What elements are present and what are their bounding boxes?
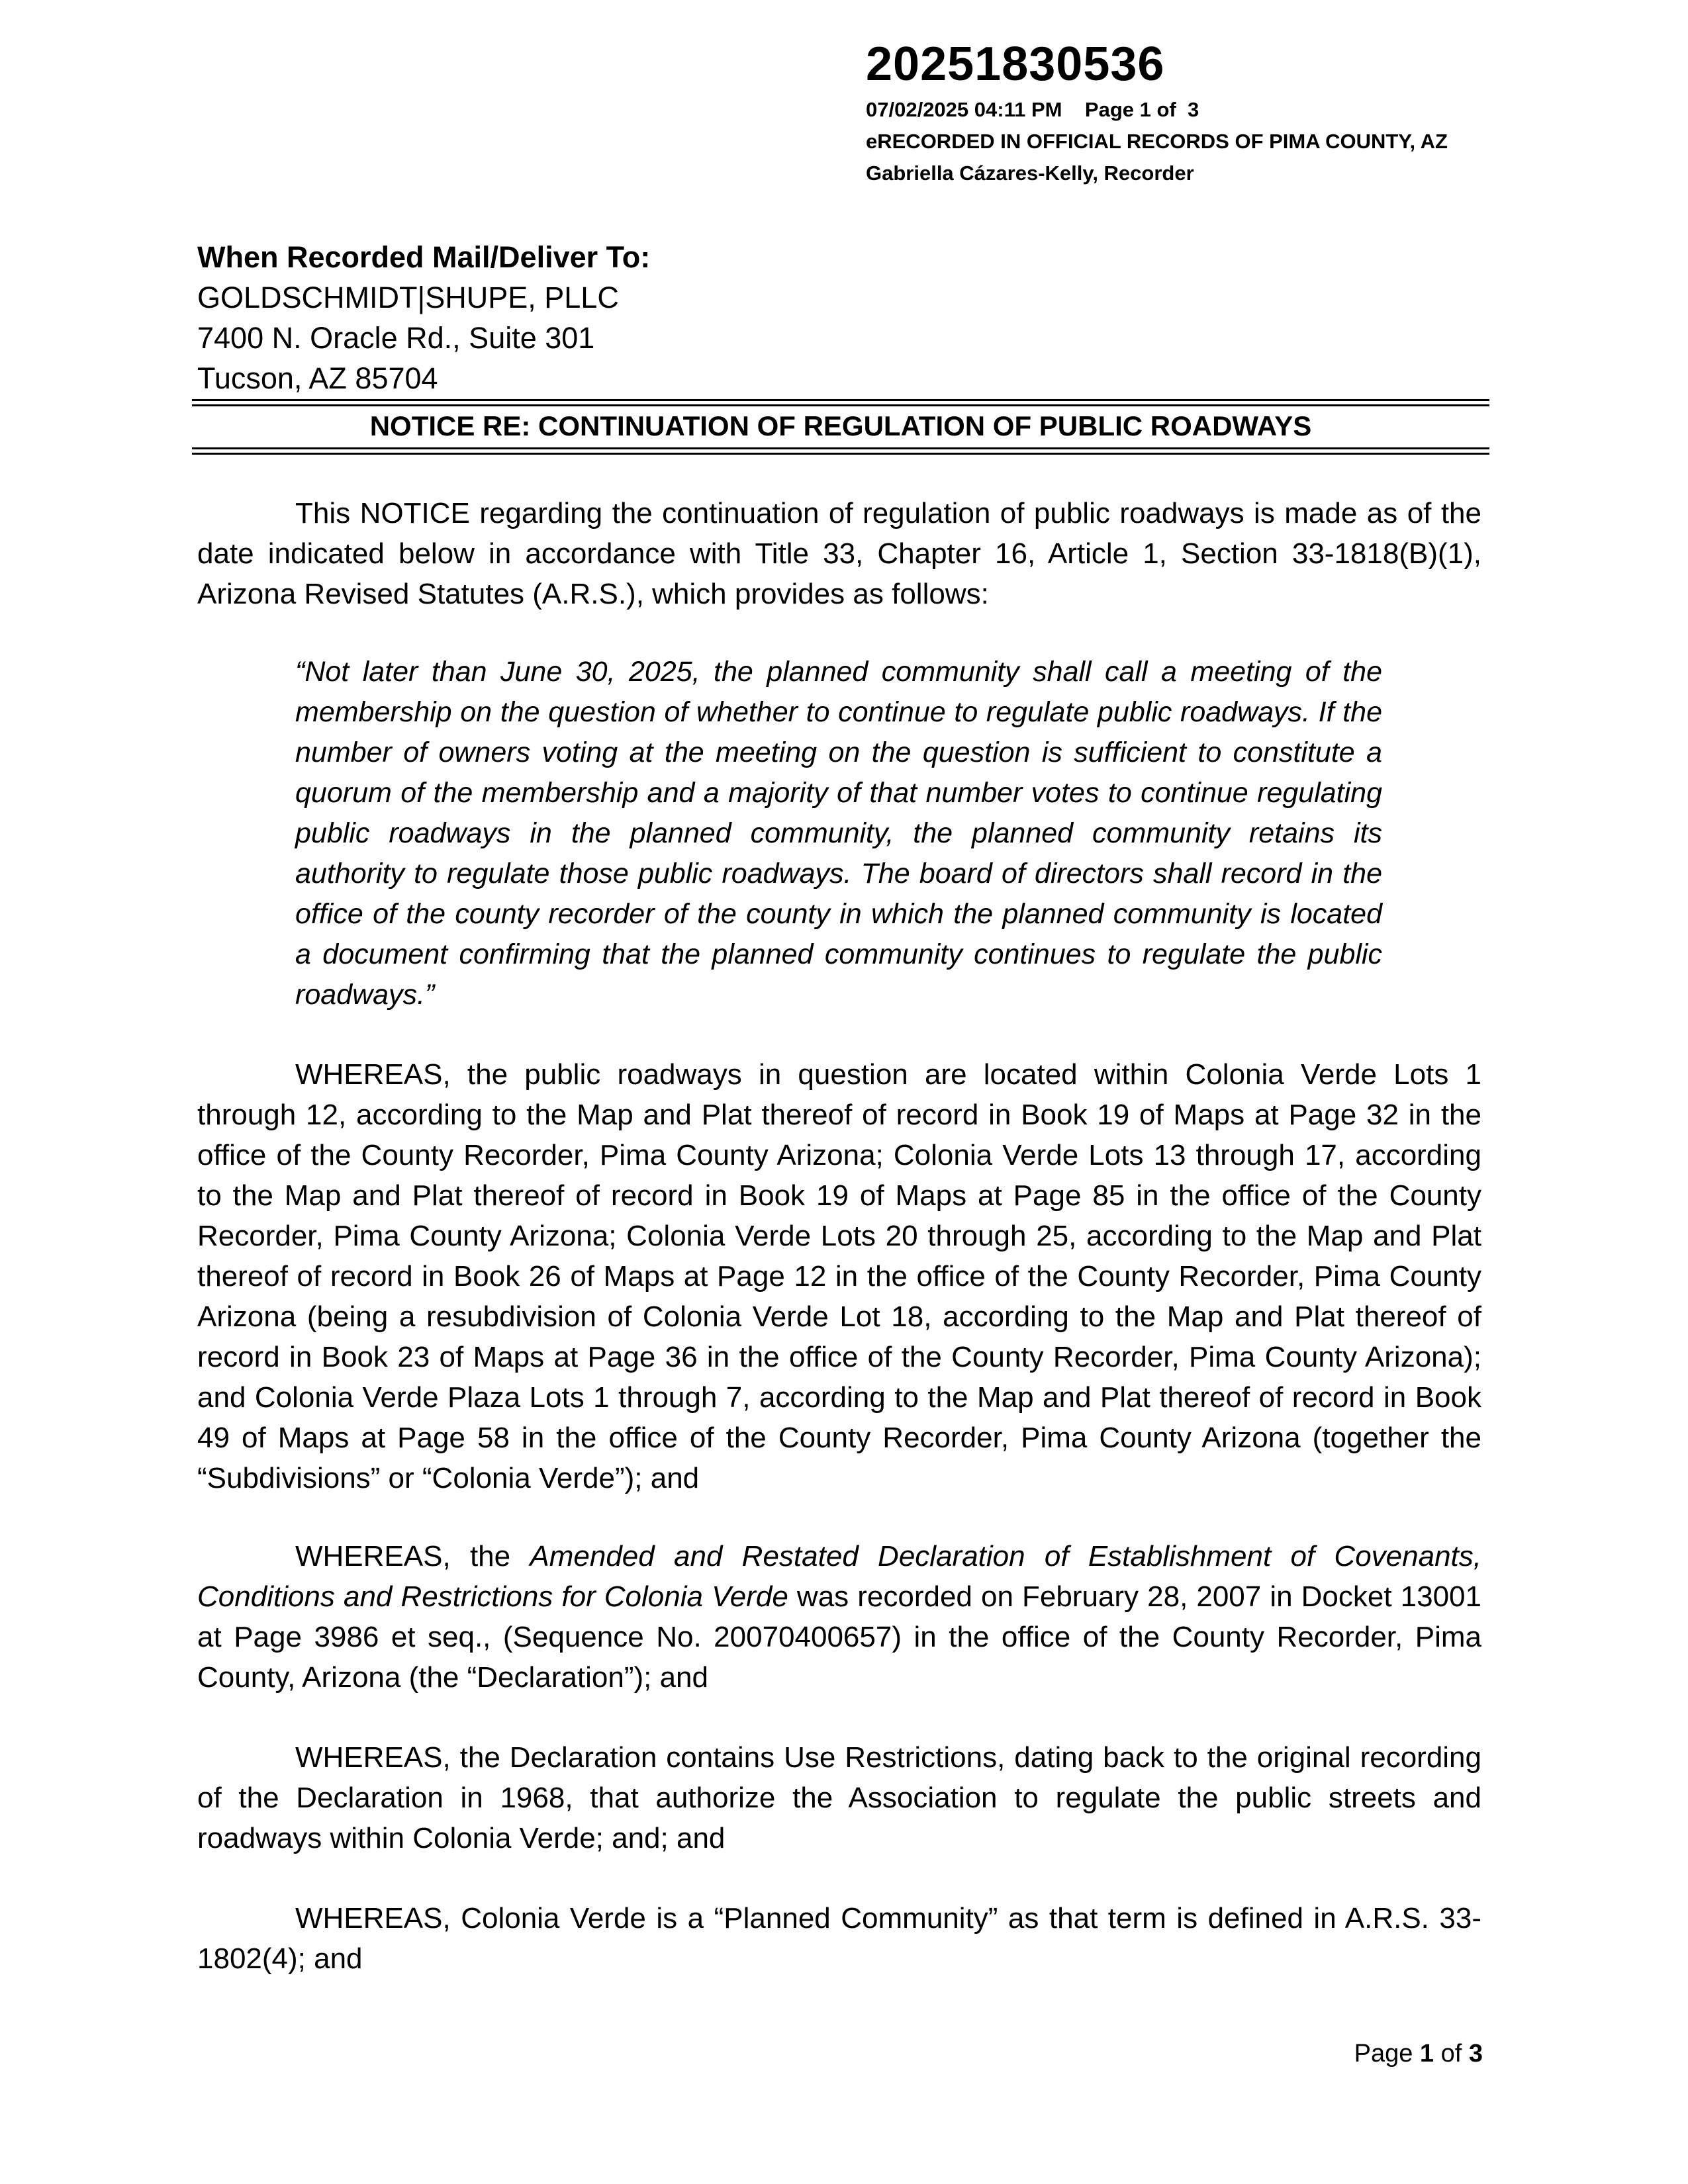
whereas-planned-community	[197, 1898, 1481, 1979]
whereas-use-restrictions-text: WHEREAS, the Declaration contains Use Restrictions, dating back to the original recording of the Declaration in 1968, that authorize the Association to regulate the public streets and roadways within Colonia Verde; and; and	[197, 1741, 1481, 1854]
declaration-title: Amended and Restated Declaration of Establishment of Covenants, Conditions and Restrictions for Colonia Verde	[197, 1540, 1481, 1613]
mail-to-address: 7400 N. Oracle Rd., Suite 301	[197, 321, 595, 355]
footer-prefix: Page	[1354, 2040, 1420, 2068]
whereas-planned-community-text: WHEREAS, Colonia Verde is a “Planned Community” as that term is defined in A.R.S. 33-1802(4); and	[197, 1902, 1481, 1975]
recording-number: 20251830536	[866, 38, 1165, 91]
document-title: NOTICE RE: CONTINUATION OF REGULATION OF PUBLIC ROADWAYS	[369, 410, 1312, 441]
intro-text: This NOTICE regarding the continuation of regulation of public roadways is made as of the date indicated below in accordance with Title 33, Chapter 16, Article 1, Section 33-1818(B)(1), Arizona Revised Statutes (A.R.S.), which provides as follows:	[197, 497, 1481, 610]
whereas-roadways	[197, 1054, 1481, 1498]
whereas-roadways-text: WHEREAS, the public roadways in question are located within Colonia Verde Lots 1 through 12, according to the Map and Plat thereof of record in Book 19 of Maps at Page 32 in the office of the County Recorder, Pima County Arizona; Colonia Verde Lots 13 through 17, according to the Map and Plat thereof of record in Book 19 of Maps at Page 85 in the office of the County Recorder, Pima County Arizona; Colonia Verde Lots 20 through 25, according to the Map and Plat thereof of record in Book 26 of Maps at Page 12 in the office of the County Recorder, Pima County Arizona (being a resubdivision of Colonia Verde Lot 18, according to the Map and Plat thereof of record in Book 23 of Maps at Page 36 in the office of the County Recorder, Pima County Arizona); and Colonia Verde Plaza Lots 1 through 7, according to the Map and Plat thereof of record in Book 49 of Maps at Page 58 in the office of the County Recorder, Pima County Arizona (together the “Subdivisions” or “Colonia Verde”); and	[197, 1058, 1481, 1494]
footer-middle: of	[1434, 2040, 1469, 2068]
footer-total: 3	[1468, 2040, 1483, 2068]
mail-to-block	[197, 237, 650, 398]
whereas-declaration	[197, 1536, 1481, 1698]
mail-to-city: Tucson, AZ 85704	[197, 361, 438, 395]
whereas-declaration-rest: was recorded on February 28, 2007 in Docket 13001 at Page 3986 et seq., (Sequence No. 20070400657) in the office of the County Recorder, Pima County, Arizona (the “Declaration”); and	[197, 1580, 1481, 1694]
whereas-use-restrictions	[197, 1737, 1481, 1858]
recording-recorder: Gabriella Cázares-Kelly, Recorder	[866, 161, 1194, 185]
recording-official: eRECORDED IN OFFICIAL RECORDS OF PIMA COUNTY, AZ	[866, 130, 1448, 153]
title-rule-bottom-1	[192, 447, 1489, 449]
statute-quote: “Not later than June 30, 2025, the planned community shall call a meeting of the membership on the question of whether to continue to regulate public roadways. If the number of owners voting at the meeting on the question is sufficient to constitute a quorum of the membership and a majority of that number votes to continue regulating public roadways in the planned community, the planned community retains its authority to regulate those public roadways. The board of directors shall record in the office of the county recorder of the county in which the planned community is located a document confirming that the planned community continues to regulate the public roadways.”	[295, 656, 1382, 1011]
intro-paragraph	[197, 493, 1481, 614]
page-footer	[1354, 2037, 1483, 2070]
mail-to-heading: When Recorded Mail/Deliver To:	[197, 240, 651, 274]
mail-to-firm: GOLDSCHMIDT|SHUPE, PLLC	[197, 281, 619, 314]
recording-stamp	[866, 34, 1448, 189]
recording-datetime: 07/02/2025 04:11 PM Page 1 of 3	[866, 98, 1199, 121]
footer-page: 1	[1419, 2040, 1434, 2068]
whereas-declaration-lead: WHEREAS, the	[295, 1540, 530, 1572]
title-rule-top-1	[192, 399, 1489, 401]
title-rule-bottom-2	[192, 453, 1489, 455]
